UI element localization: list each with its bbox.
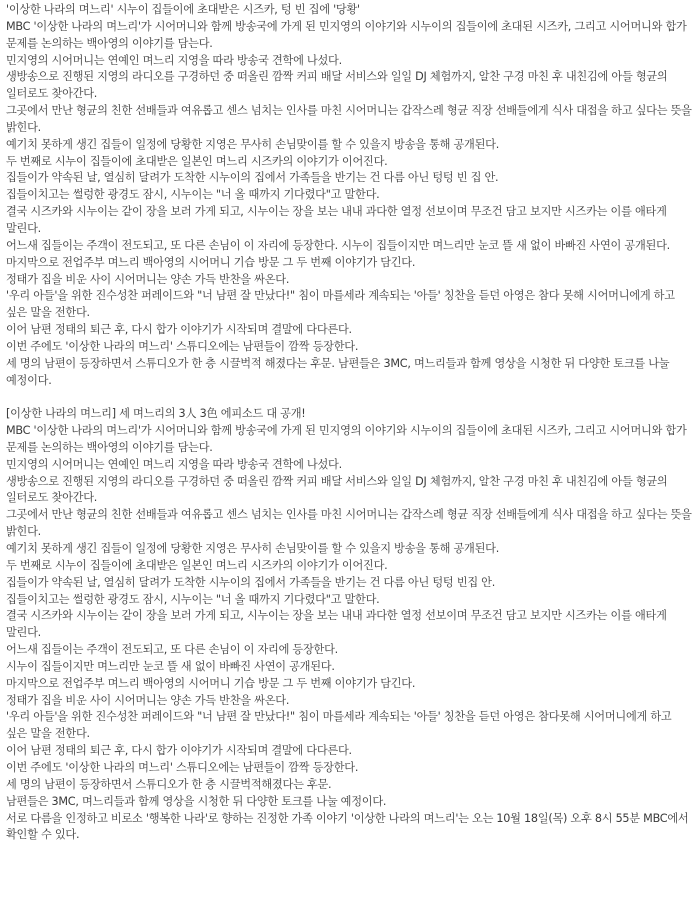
- article-paragraph: 결국 시즈카와 시누이는 같이 장을 보러 가게 되고, 시누이는 장을 보는 내내 과다한 열정 선보이며 무조건 담고 보지만 시즈카는 이를 애타게 말린다.: [6, 609, 670, 640]
- article-paragraph: 생방송으로 진행된 지영의 라디오를 구경하던 중 떠올린 깜짝 커피 배달 서비스와 일일 DJ 체험까지, 알찬 구경 마친 후 내친김에 아들 형균의 일터로도 찾아간다.: [6, 70, 671, 101]
- article-paragraph: 시누이 집들이지만 며느리만 눈코 뜰 새 없이 바빠진 사연이 공개된다.: [6, 659, 335, 673]
- article-paragraph: '우리 아들'을 위한 진수성찬 퍼레이드와 "너 남편 잘 만났다!" 침이 마를세라 계속되는 '아들' 칭찬을 듣던 아영은 참다못해 시어머니에게 하고 싶은 말을 전한다.: [6, 710, 675, 741]
- article-paragraph: 집들이치고는 썰렁한 광경도 잠시, 시누이는 "너 올 때까지 기다렸다"고 말한다.: [6, 188, 380, 202]
- article-section-2: [6, 406, 694, 844]
- article-paragraph: 예기치 못하게 생긴 집들이 일정에 당황한 지영은 무사히 손님맞이를 할 수 있을지 방송을 통해 공개된다.: [6, 542, 499, 555]
- article-section-1: [6, 2, 694, 389]
- article-paragraph: '우리 아들'을 위한 진수성찬 퍼레이드와 "너 남편 잘 만났다!" 침이 마를세라 계속되는 '아들' 칭찬을 듣던 아영은 참다 못해 시어머니에게 하고 싶은 말을 전한다.: [6, 289, 679, 320]
- article-paragraph: 이번 주에도 '이상한 나라의 며느리' 스튜디오에는 남편들이 깜짝 등장한다.: [6, 760, 359, 774]
- article-paragraph: 민지영의 시어머니는 연예인 며느리 지영을 따라 방송국 견학에 나섰다.: [6, 53, 342, 67]
- article-paragraph: 어느새 집들이는 주객이 전도되고, 또 다른 손님이 이 자리에 등장한다.: [6, 643, 338, 657]
- article-paragraph: 정태가 집을 비운 사이 시어머니는 양손 가득 반찬을 싸온다.: [6, 272, 290, 286]
- article-headline: [이상한 나라의 며느리] 세 며느리의 3人 3色 에피소드 대 공개!: [6, 407, 306, 421]
- article-paragraph: 생방송으로 진행된 지영의 라디오를 구경하던 중 떠올린 깜짝 커피 배달 서비스와 일일 DJ 체험까지, 알찬 구경 마친 후 내친김에 아들 형균의 일터로도 찾아간다.: [6, 474, 671, 505]
- article-paragraph: 세 명의 남편이 등장하면서 스튜디오가 한 층 시끌벅적해졌다는 후문.: [6, 777, 332, 791]
- article-paragraph: 두 번째로 시누이 집들이에 초대받은 일본인 며느리 시즈카의 이야기가 이어진다.: [6, 154, 388, 168]
- article-paragraph: 이어 남편 정태의 퇴근 후, 다시 합가 이야기가 시작되며 결말에 다다른다.: [6, 744, 352, 758]
- article-paragraph: 집들이가 약속된 날, 열심히 달려가 도착한 시누이의 집에서 가족들을 반기는 건 다름 아닌 텅텅 빈집 안.: [6, 575, 496, 589]
- section-spacer: [6, 389, 694, 406]
- article-paragraph: 세 명의 남편이 등장하면서 스튜디오가 한 층 시끌벅적 해졌다는 후문. 남편들은 3MC, 며느리들과 함께 영상을 시청한 뒤 다양한 토크를 나눌 예정이다.: [6, 356, 673, 387]
- article-paragraph: 이어 남편 정태의 퇴근 후, 다시 합가 이야기가 시작되며 결말에 다다른다.: [6, 323, 352, 337]
- article-paragraph: 집들이가 약속된 날, 열심히 달려가 도착한 시누이의 집에서 가족들을 반기는 건 다름 아닌 텅텅 빈 집 안.: [6, 171, 499, 185]
- article-paragraph: 마지막으로 전업주부 며느리 백아영의 시어머니 기습 방문 그 두 번째 이야기가 담긴다.: [6, 676, 416, 690]
- article-paragraph: 마지막으로 전업주부 며느리 백아영의 시어머니 기습 방문 그 두 번째 이야기가 담긴다.: [6, 255, 416, 269]
- article-paragraph: 서로 다름을 인정하고 비로소 '행복한 나라'로 향하는 진정한 가족 이야기 '이상한 나라의 며느리'는 오는 10월 18일(목) 오후 8시 55분 MBC에서 확인할 수 있다.: [6, 811, 692, 842]
- article-paragraph: 두 번째로 시누이 집들이에 초대받은 일본인 며느리 시즈카의 이야기가 이어진다.: [6, 558, 388, 572]
- article-paragraph: 남편들은 3MC, 며느리들과 함께 영상을 시청한 뒤 다양한 토크를 나눌 예정이다.: [6, 794, 387, 808]
- article-paragraph: 그곳에서 만난 형균의 친한 선배들과 여유롭고 센스 넘치는 인사를 마친 시어머니는 갑작스레 형균 직장 선배들에게 식사 대접을 하고 싶다는 뜻을 밝힌다.: [6, 104, 696, 134]
- article-paragraph: 어느새 집들이는 주객이 전도되고, 또 다른 손님이 이 자리에 등장한다. 시누이 집들이지만 며느리만 눈코 뜰 새 없이 바빠진 사연이 공개된다.: [6, 238, 670, 252]
- article-paragraph: 집들이치고는 썰렁한 광경도 잠시, 시누이는 "너 올 때까지 기다렸다"고 말한다.: [6, 592, 380, 606]
- article-paragraph: 정태가 집을 비운 사이 시어머니는 양손 가득 반찬을 싸온다.: [6, 693, 290, 707]
- article-paragraph: MBC '이상한 나라의 며느리'가 시어머니와 함께 방송국에 가게 된 민지영의 이야기와 시누이의 집들이에 초대된 시즈카, 그리고 시어머니와 합가 문제를 논의하는 백아영의 이야기를 담는다.: [6, 19, 690, 50]
- article-headline: '이상한 나라의 며느리' 시누이 집들이에 초대받은 시즈카, 텅 빈 집에 '당황': [6, 3, 360, 16]
- article-paragraph: MBC '이상한 나라의 며느리'가 시어머니와 함께 방송국에 가게 된 민지영의 이야기와 시누이의 집들이에 초대된 시즈카, 그리고 시어머니와 합가 문제를 논의하는 백아영의 이야기를 담는다.: [6, 424, 690, 454]
- article-paragraph: 예기치 못하게 생긴 집들이 일정에 당황한 지영은 무사히 손님맞이를 할 수 있을지 방송을 통해 공개된다.: [6, 137, 499, 151]
- article-paragraph: 그곳에서 만난 형균의 친한 선배들과 여유롭고 센스 넘치는 인사를 마친 시어머니는 갑작스레 형균 직장 선배들에게 식사 대접을 하고 싶다는 뜻을 밝힌다.: [6, 508, 696, 539]
- article-paragraph: 이번 주에도 '이상한 나라의 며느리' 스튜디오에는 남편들이 깜짝 등장한다.: [6, 339, 359, 353]
- article-paragraph: 결국 시즈카와 시누이는 같이 장을 보러 가게 되고, 시누이는 장을 보는 내내 과다한 열정 선보이며 무조건 담고 보지만 시즈카는 이를 애타게 말린다.: [6, 205, 670, 235]
- article-paragraph: 민지영의 시어머니는 연예인 며느리 지영을 따라 방송국 견학에 나섰다.: [6, 457, 342, 471]
